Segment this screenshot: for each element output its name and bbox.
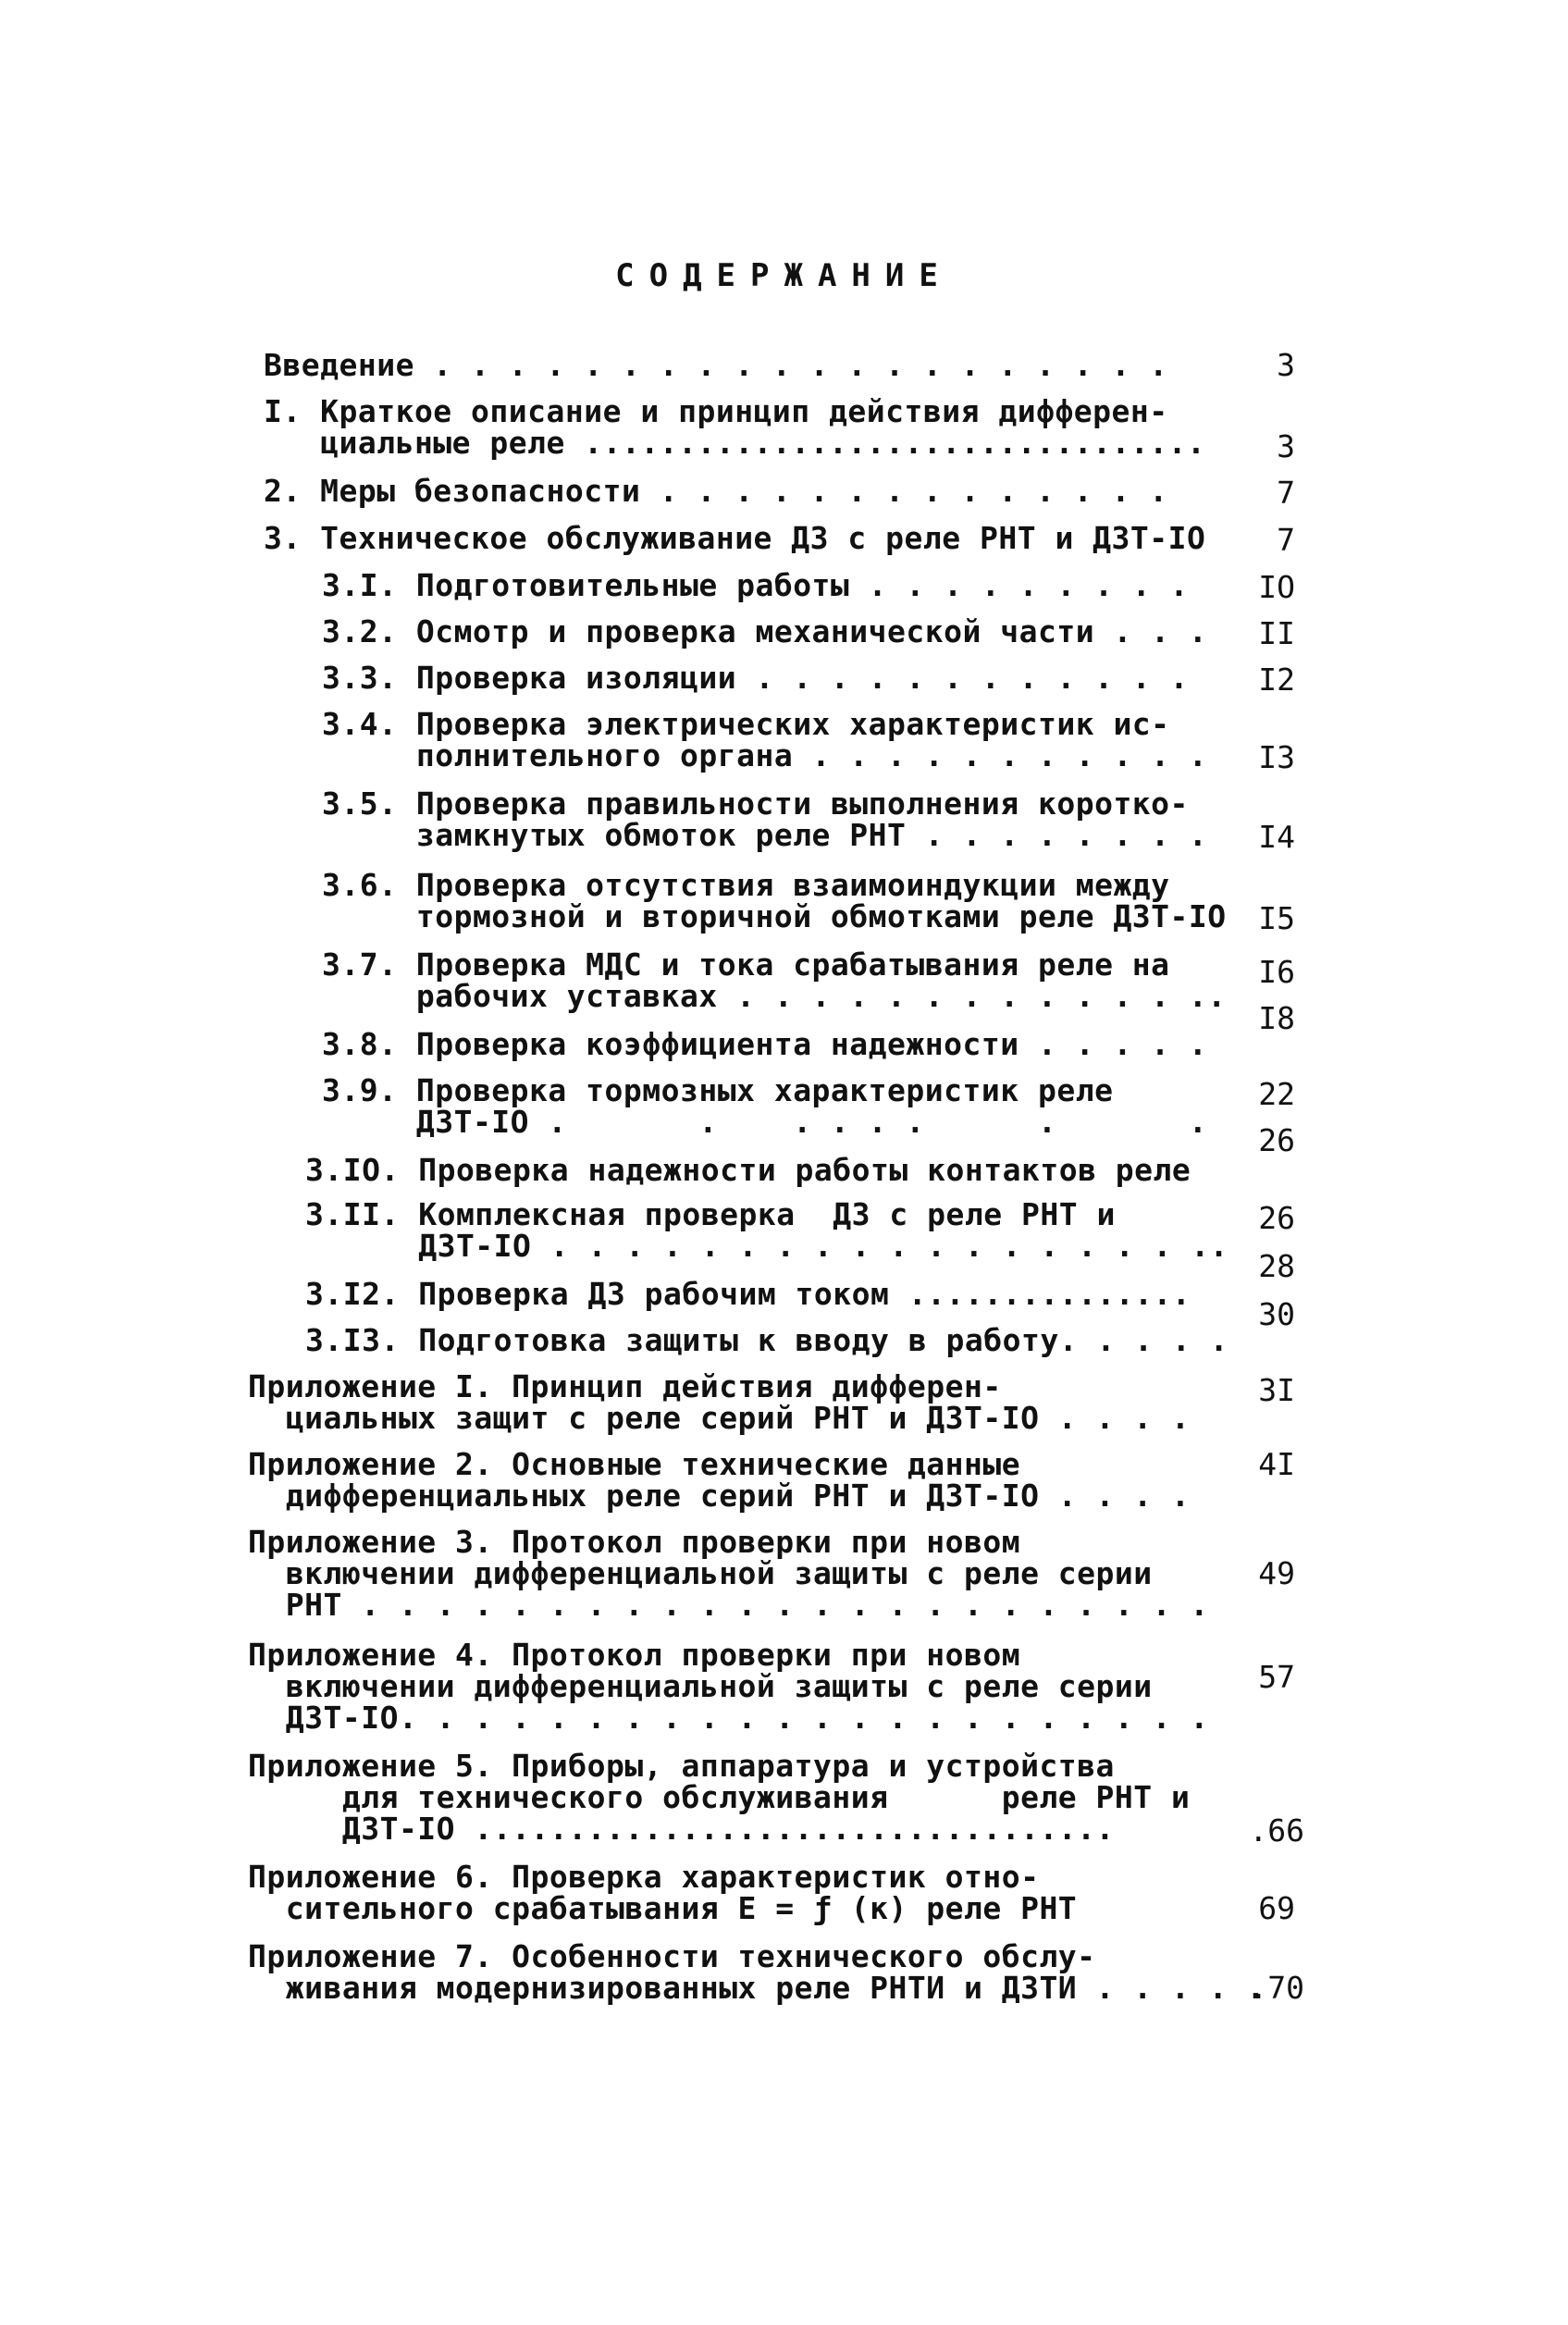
toc-page-number: 30 xyxy=(1258,1296,1295,1332)
toc-entry-line: 3.I3. Подготовка защиты к вводу в работу. . . . . xyxy=(305,1322,1229,1358)
toc-page-number: I2 xyxy=(1258,662,1295,698)
toc-entry-line: ДЗТ-IO . . . . . . . . xyxy=(322,1104,1208,1140)
toc-entry-line: РНТ . . . . . . . . . . . . . . . . . . . . . . . xyxy=(248,1587,1209,1623)
toc-entry-line: 3.II. Комплексная проверка ДЗ с реле РНТ и xyxy=(305,1196,1116,1232)
toc-entry-line: Приложение 7. Особенности технического обслу- xyxy=(248,1938,1096,1974)
toc-entry-line: ДЗТ-IO . . . . . . . . . . . . . . . . . .. xyxy=(305,1228,1229,1264)
toc-entry-line: 3.8. Проверка коэффициента надежности . . . . . xyxy=(322,1026,1208,1062)
toc-entry-line: замкнутых обмоток реле РНТ . . . . . . . . xyxy=(322,817,1208,853)
toc-page-number: 4I xyxy=(1258,1446,1295,1482)
toc-entry-line: дифференциальных реле серий РНТ и ДЗТ-IO . . . . xyxy=(248,1478,1191,1514)
toc-page-number: .66 xyxy=(1249,1812,1304,1849)
toc-entry-line: Приложение 5. Приборы, аппаратура и устройства xyxy=(248,1748,1115,1784)
toc-entry-line: Приложение 4. Протокол проверки при новом xyxy=(248,1637,1021,1673)
page-title: СОДЕРЖАНИЕ xyxy=(615,257,953,294)
toc-entry-line: 3.5. Проверка правильности выполнения коротко- xyxy=(322,785,1189,822)
toc-entry-line: 3.9. Проверка тормозных характеристик реле xyxy=(322,1072,1114,1108)
toc-entry-line: 3.IO. Проверка надежности работы контактов реле xyxy=(305,1152,1191,1188)
toc-entry-line: живания модернизированных реле РНТИ и ДЗТИ . . . . . xyxy=(248,1970,1266,2006)
toc-page-number: 7 xyxy=(1277,475,1295,511)
toc-entry-line: включении дифференциальной защиты с реле серии xyxy=(248,1668,1153,1704)
toc-entry-line: 3.I2. Проверка ДЗ рабочим током ............... xyxy=(305,1276,1191,1312)
toc-page-number: 57 xyxy=(1258,1659,1295,1695)
toc-entry-line: 3.3. Проверка изоляции . . . . . . . . . . . . xyxy=(322,660,1189,696)
toc-entry-line: 2. Меры безопасности . . . . . . . . . . . . . . xyxy=(264,473,1168,509)
toc-page-number: 69 xyxy=(1258,1890,1295,1926)
toc-entry-line: Приложение I. Принцип действия дифферен- xyxy=(248,1368,1002,1404)
toc-page-number: IO xyxy=(1258,569,1295,605)
toc-page-number: .70 xyxy=(1249,1970,1304,2006)
toc-entry-line: включении дифференциальной защиты с реле серии xyxy=(248,1555,1153,1591)
toc-entry-line: ДЗТ-IO .................................. xyxy=(248,1811,1115,1847)
toc-entry-line: Приложение 2. Основные технические данные xyxy=(248,1446,1021,1482)
toc-entry-line: 3.7. Проверка МДС и тока срабатывания реле на xyxy=(322,946,1170,983)
toc-page-number: 3 xyxy=(1277,428,1295,464)
toc-page-number: 28 xyxy=(1258,1248,1295,1284)
toc-entry-line: Введение . . . . . . . . . . . . . . . . . . . . xyxy=(264,347,1168,383)
toc-page-number: 3 xyxy=(1277,347,1295,383)
toc-page-number: I4 xyxy=(1258,819,1295,855)
toc-entry-line: Приложение 3. Протокол проверки при новом xyxy=(248,1524,1021,1560)
toc-entry-line: рабочих уставках . . . . . . . . . . . . .. xyxy=(322,978,1227,1014)
toc-entry-line: 3.I. Подготовительные работы . . . . . . . . . xyxy=(322,567,1189,603)
toc-entry-line: сительного срабатывания E = ƒ (к) реле РНТ xyxy=(248,1890,1078,1926)
toc-page-number: 22 xyxy=(1258,1076,1295,1112)
toc-page-number: II xyxy=(1258,615,1295,651)
toc-page-number: 26 xyxy=(1258,1200,1295,1236)
toc-page-number: I8 xyxy=(1258,1000,1295,1036)
toc-entry-line: для технического обслуживания реле РНТ и xyxy=(248,1779,1191,1815)
toc-page-number: I6 xyxy=(1258,954,1295,990)
toc-entry-line: I. Краткое описание и принцип действия дифферен- xyxy=(264,393,1168,429)
toc-entry-line: Приложение 6. Проверка характеристик отно- xyxy=(248,1859,1040,1895)
toc-page-number: 7 xyxy=(1277,522,1295,558)
toc-entry-line: 3.4. Проверка электрических характеристик ис- xyxy=(322,706,1170,742)
toc-page-number: I5 xyxy=(1258,900,1295,936)
toc-entry-line: 3.2. Осмотр и проверка механической части . . . xyxy=(322,613,1208,649)
toc-page-number: I3 xyxy=(1258,739,1295,775)
toc-entry-line: полнительного органа . . . . . . . . . . . xyxy=(322,737,1208,773)
toc-entry-line: циальные реле ................................. xyxy=(264,425,1206,461)
toc-page-number: 26 xyxy=(1258,1122,1295,1158)
toc-entry-line: циальных защит с реле серий РНТ и ДЗТ-IO . . . . xyxy=(248,1400,1191,1436)
toc-page-number: 3I xyxy=(1258,1372,1295,1408)
toc-entry-line: ДЗТ-IO. . . . . . . . . . . . . . . . . . . . . . xyxy=(248,1700,1209,1736)
toc-entry-line: 3. Техническое обслуживание ДЗ с реле РНТ и ДЗТ-IO xyxy=(264,520,1206,556)
toc-entry-line: 3.6. Проверка отсутствия взаимоиндукции между xyxy=(322,867,1170,903)
toc-entry-line: тормозной и вторичной обмотками реле ДЗТ-IO xyxy=(322,898,1227,934)
toc-page-number: 49 xyxy=(1258,1555,1295,1591)
